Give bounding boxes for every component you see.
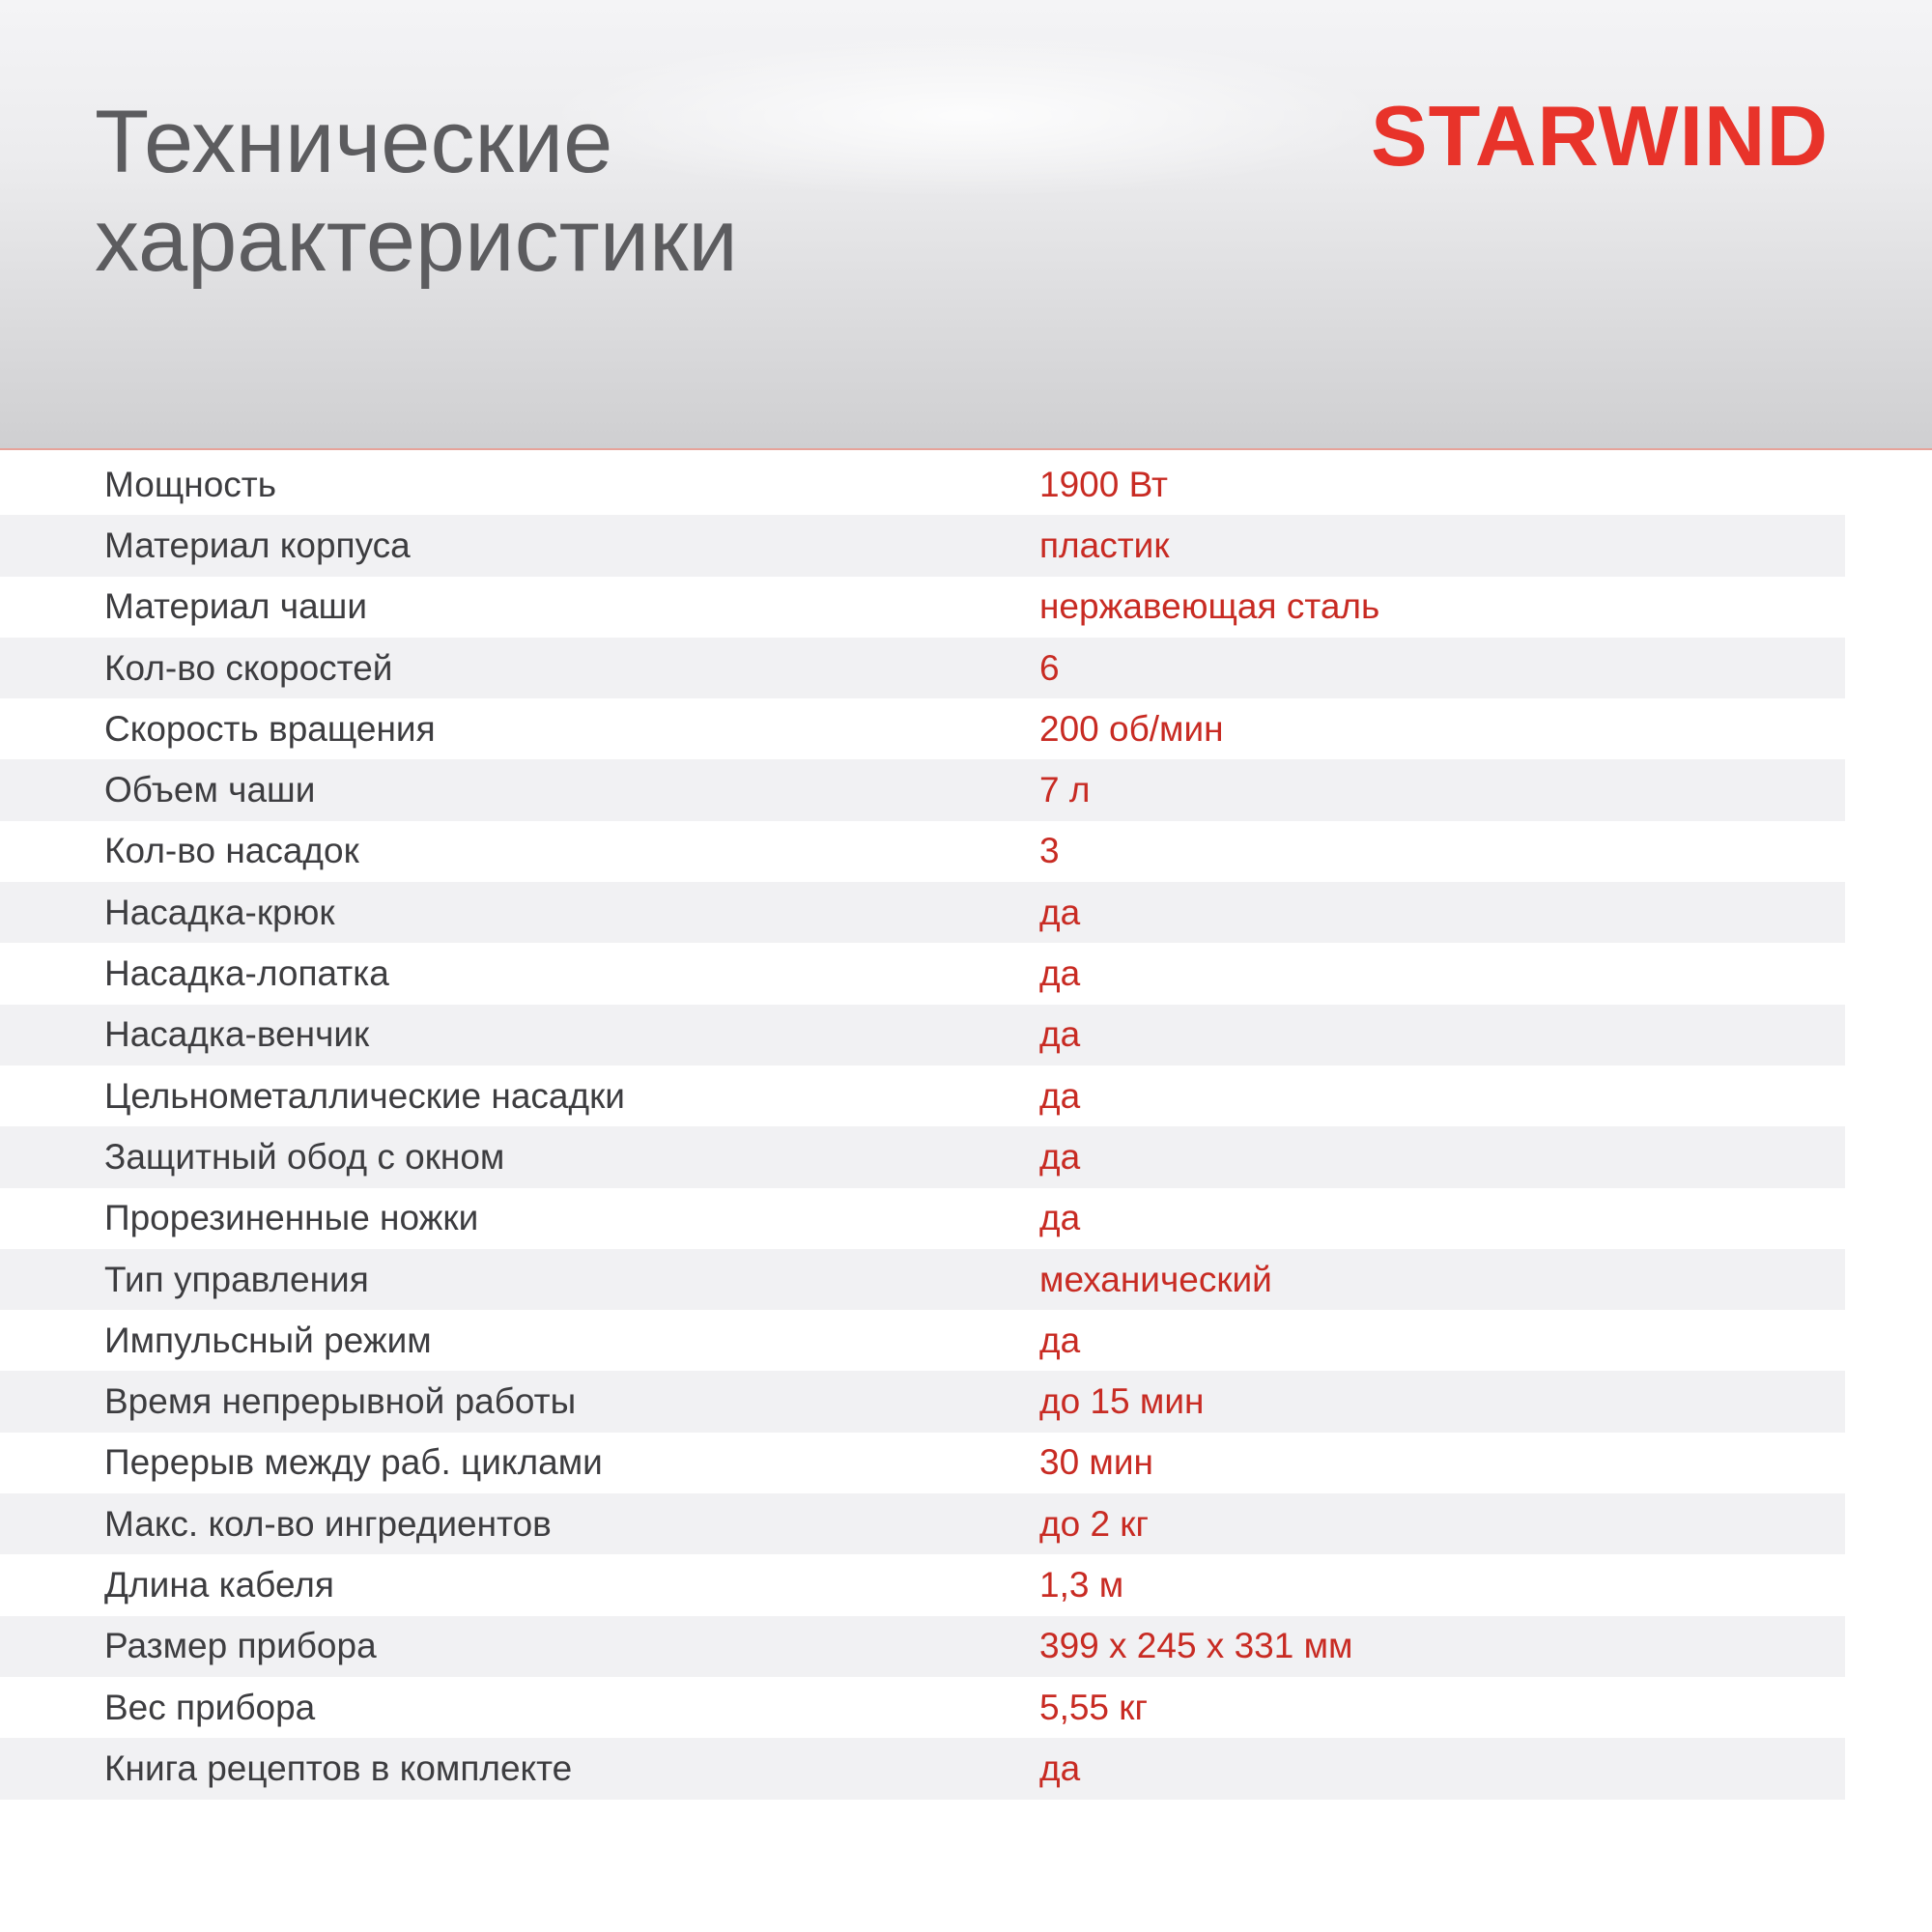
spec-row <box>0 1616 1845 1677</box>
spec-row <box>0 759 1845 820</box>
spec-row <box>0 1249 1845 1310</box>
spec-label: Мощность <box>104 464 276 504</box>
spec-label: Скорость вращения <box>104 708 436 749</box>
spec-row <box>0 638 1845 698</box>
spec-value: да <box>1039 953 1081 994</box>
spec-value: 30 мин <box>1039 1442 1153 1483</box>
spec-row <box>0 943 1845 1004</box>
spec-value: 1900 Вт <box>1039 464 1168 504</box>
spec-row <box>0 1188 1845 1249</box>
spec-label: Кол-во насадок <box>104 831 359 871</box>
spec-label: Защитный обод с окном <box>104 1136 505 1177</box>
spec-label: Размер прибора <box>104 1626 377 1666</box>
spec-label: Насадка-лопатка <box>104 953 389 994</box>
spec-row <box>0 821 1845 882</box>
spec-row <box>0 882 1845 943</box>
spec-label: Цельнометаллические насадки <box>104 1075 625 1116</box>
spec-value: да <box>1039 1198 1081 1238</box>
spec-row <box>0 1126 1845 1187</box>
spec-row <box>0 1005 1845 1065</box>
spec-label: Материал чаши <box>104 586 368 627</box>
spec-value: 3 <box>1039 831 1060 871</box>
spec-label: Материал корпуса <box>104 525 411 565</box>
spec-label: Насадка-венчик <box>104 1014 370 1055</box>
spec-value: 200 об/мин <box>1039 708 1224 749</box>
spec-value: да <box>1039 1320 1081 1360</box>
spec-row <box>0 1493 1845 1554</box>
page-title <box>95 93 964 290</box>
spec-value: 399 x 245 x 331 мм <box>1039 1626 1353 1666</box>
spec-label: Время непрерывной работы <box>104 1381 577 1422</box>
spec-value: да <box>1039 1136 1081 1177</box>
spec-value: 5,55 кг <box>1039 1687 1148 1727</box>
page-title-line-2: характеристики <box>95 191 738 290</box>
brand-logo: STARWIND <box>1370 88 1829 184</box>
spec-row <box>0 1433 1845 1493</box>
spec-value: 6 <box>1039 647 1060 688</box>
spec-label: Кол-во скоростей <box>104 647 393 688</box>
spec-value: да <box>1039 1747 1081 1788</box>
header-banner <box>0 0 1932 450</box>
spec-value: да <box>1039 892 1081 932</box>
spec-value: до 15 мин <box>1039 1381 1205 1422</box>
spec-value: механический <box>1039 1259 1272 1299</box>
spec-row <box>0 577 1845 638</box>
spec-row <box>0 515 1845 576</box>
spec-label: Тип управления <box>104 1259 369 1299</box>
spec-label: Объем чаши <box>104 770 316 810</box>
spec-row <box>0 1371 1845 1432</box>
page-title-line-1: Технические <box>95 93 613 191</box>
spec-label: Импульсный режим <box>104 1320 432 1360</box>
spec-label: Насадка-крюк <box>104 892 335 932</box>
spec-label: Вес прибора <box>104 1687 316 1727</box>
spec-row <box>0 698 1845 759</box>
spec-row <box>0 454 1845 515</box>
spec-label: Прорезиненные ножки <box>104 1198 479 1238</box>
spec-value: 7 л <box>1039 770 1091 810</box>
spec-row <box>0 1677 1845 1738</box>
spec-value: 1,3 м <box>1039 1564 1124 1605</box>
spec-label: Перерыв между раб. циклами <box>104 1442 603 1483</box>
spec-label: Макс. кол-во ингредиентов <box>104 1503 552 1544</box>
spec-value: нержавеющая сталь <box>1039 586 1380 627</box>
spec-value: пластик <box>1039 525 1170 565</box>
spec-row <box>0 1310 1845 1371</box>
spec-row <box>0 1738 1845 1799</box>
spec-row <box>0 1065 1845 1126</box>
spec-value: да <box>1039 1075 1081 1116</box>
spec-row <box>0 1554 1845 1615</box>
spec-value: да <box>1039 1014 1081 1055</box>
spec-label: Книга рецептов в комплекте <box>104 1747 573 1788</box>
spec-value: до 2 кг <box>1039 1503 1149 1544</box>
spec-label: Длина кабеля <box>104 1564 334 1605</box>
specs-table <box>0 454 1845 1800</box>
